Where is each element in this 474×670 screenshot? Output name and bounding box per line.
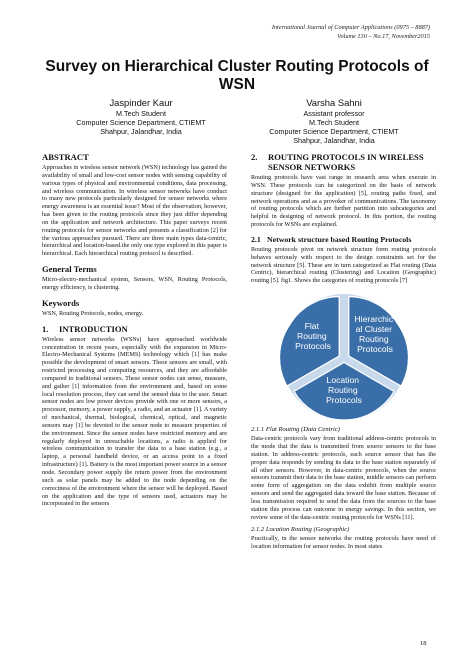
section-number: 2.1 [251, 234, 261, 244]
section-2-1-text: Routing protocols pivot on network structure form routing protocols behaves seriously with respect to the design constraints set for the network structure [5]. These are in turn categorized as Flat routing (Data Centric), hierarchical routing (Clustering) and Location (Geographic) routing [5]. fig1. Shows the categories of routing protocols [7] [251, 245, 436, 285]
section-2-1-1-heading: 2.1.1 Flat Routing (Data Centric) [251, 426, 341, 434]
section-2-1-1-text: Data-centric protocols vary from traditional address-centric protocols in the mode that the data is transmitted from source sensors to the base station. In address-centric protocols, each source sensor that has the proper data responds by sending its data to the base station separately of all other sensors. However, in data-centric protocols, when the source sensors transmit their data to the base station, middle sensors can perform some form of aggregation on the data exhibit from multiple source sensors and send the aggregated data toward the base station. Because of less transmission required to send the data from the sources to the base station this process can outcome in energy savings. In this section, we review some of the data-centric routing protocols for WSNs [11]. [251, 435, 436, 521]
author-location: Shahpur, Jalandhar, India [100, 126, 182, 136]
author-block-2 [248, 98, 420, 145]
section-2-1-2-heading: 2.1.2 Location Routing (Geographic) [251, 526, 350, 534]
section-title: Network structure based Routing Protocols [267, 234, 412, 244]
section-title: ROUTING PROTOCOLS IN WIRELESS SENSOR NETWORKS [268, 152, 424, 172]
general-terms-heading: General Terms [42, 264, 97, 275]
author-department: Computer Science Department, CTIEMT [269, 126, 399, 136]
section-title: INTRODUCTION [59, 323, 128, 334]
hierarchical-routing-label: Hierarchic al Cluster Routing Protocols [353, 314, 393, 355]
section-2-1-heading [251, 235, 436, 244]
left-column [42, 152, 227, 508]
section-2-text: Routing protocols have vast range in research area when execute in WSN. These protocols can be categorized on the basis of network structure (designed for the application) [5], routing paths fixed, and network operations and as a provoker of communications. The taxonomy of routing protocols which are further partition into subcategories and helpful in designing of network protocol. In this portion, the routing protocols for WSNs are explained. [251, 174, 436, 229]
abstract-text: Approaches in wireless sensor network (WSN) technology has gained the availability of small and low-cost sensor nodes with sensing capability of various types of physical and environmental conditions, data processing, and wireless communication. In wireless sensor networks have conduct to many new protocols particularly designed for sensor networks where energy awareness is an essential issue? Most of the observation, however, has been given to the routing protocols since they just differ depending on the application and network architecture. This paper surveys recent routing protocols for sensor networks and presents a classification [2] for the various approaches pursued. There are three main types data-centric, hierarchical and location-based.the only one type explored in this paper is hierarchical. Each hierarchical routing protocol is described. [42, 164, 227, 258]
author-position: Assistant professor [303, 108, 365, 118]
paper-title: Survey on Hierarchical Cluster Routing Protocols of WSN [45, 58, 429, 93]
journal-name: International Journal of Computer Applications (0975 – 8887) [271, 24, 430, 31]
keywords-heading: Keywords [42, 297, 80, 308]
flat-routing-label: Flat Routing Protocols [294, 321, 331, 352]
section-2-heading [251, 152, 436, 172]
section-2-1-2-text: Practically, in the sensor networks the routing protocols have need of location information for sensor nodes. In most states [251, 535, 436, 551]
section-number: 2. [251, 152, 258, 162]
location-routing-label: Location Routing Protocols [325, 375, 362, 406]
journal-header [272, 24, 430, 41]
abstract-heading: ABSTRACT [42, 152, 89, 162]
author-department: Computer Science Department, CTIEMT [76, 117, 206, 127]
author-position: M.Tech Student [116, 108, 166, 118]
author-block-1 [56, 98, 226, 136]
author-location: Shahpur, Jalandhar, India [293, 135, 375, 145]
author-name: Jaspinder Kaur [109, 97, 173, 108]
keywords-text: WSN, Routing Protocols, nodes, energy. [42, 309, 144, 317]
author-name: Varsha Sahni [306, 97, 362, 108]
journal-volume: Volume 130 – No.17, November2015 [337, 32, 430, 40]
introduction-text: Wireless sensor networks (WSNs) have approached worldwide concentration in recent years, especially with the expansion in Micro-Electro-Mechanical Systems (MEMS) technology which [1] has make possible the development of smart sensors. These sensors are small, with restricted processing and computing resources, and they are affordable compared to traditional sensors. These sensor nodes can sense, measure, and gather [1] information from the environment and, based on some local resolution process, they can send the sensed data to the user. Smart sensor nodes are low power devices provide with one or more sensors, a processor, memory, a power supply, a radio, and an actuator [1]. A variety of mechanical, thermal, biological, chemical, optical, and magnetic sensors may [1] be devoted to the sensor node to measure properties of the environment. Since the sensor nodes have restricted memory and are regularly deployed in unreachable locations, a radio is applied for wireless communication to transfer the data to a base station (e.g., a laptop, a personal handheld device, or an access point to a fixed infrastructure) [1]. Battery is the most important power source in a sensor node. Secondary power supply the return power from the environment such as solar panels may be added to the node depending on the correctness of the environment where the sensor will be deployed. Based on the application and the type of sensors used, actuators may be incorporated in the sensors [42, 335, 227, 508]
right-column [251, 152, 436, 551]
routing-protocols-diagram [280, 293, 408, 421]
page-number: 18 [420, 640, 427, 647]
general-terms-text: Micro-electro-mechanical system, Sensors, WSN, Routing Protocols, energy efficiency, is clustering. [42, 276, 227, 291]
section-number: 1. [42, 323, 49, 334]
author-position-2: M.Tech Student [309, 117, 359, 127]
introduction-heading [42, 324, 227, 334]
